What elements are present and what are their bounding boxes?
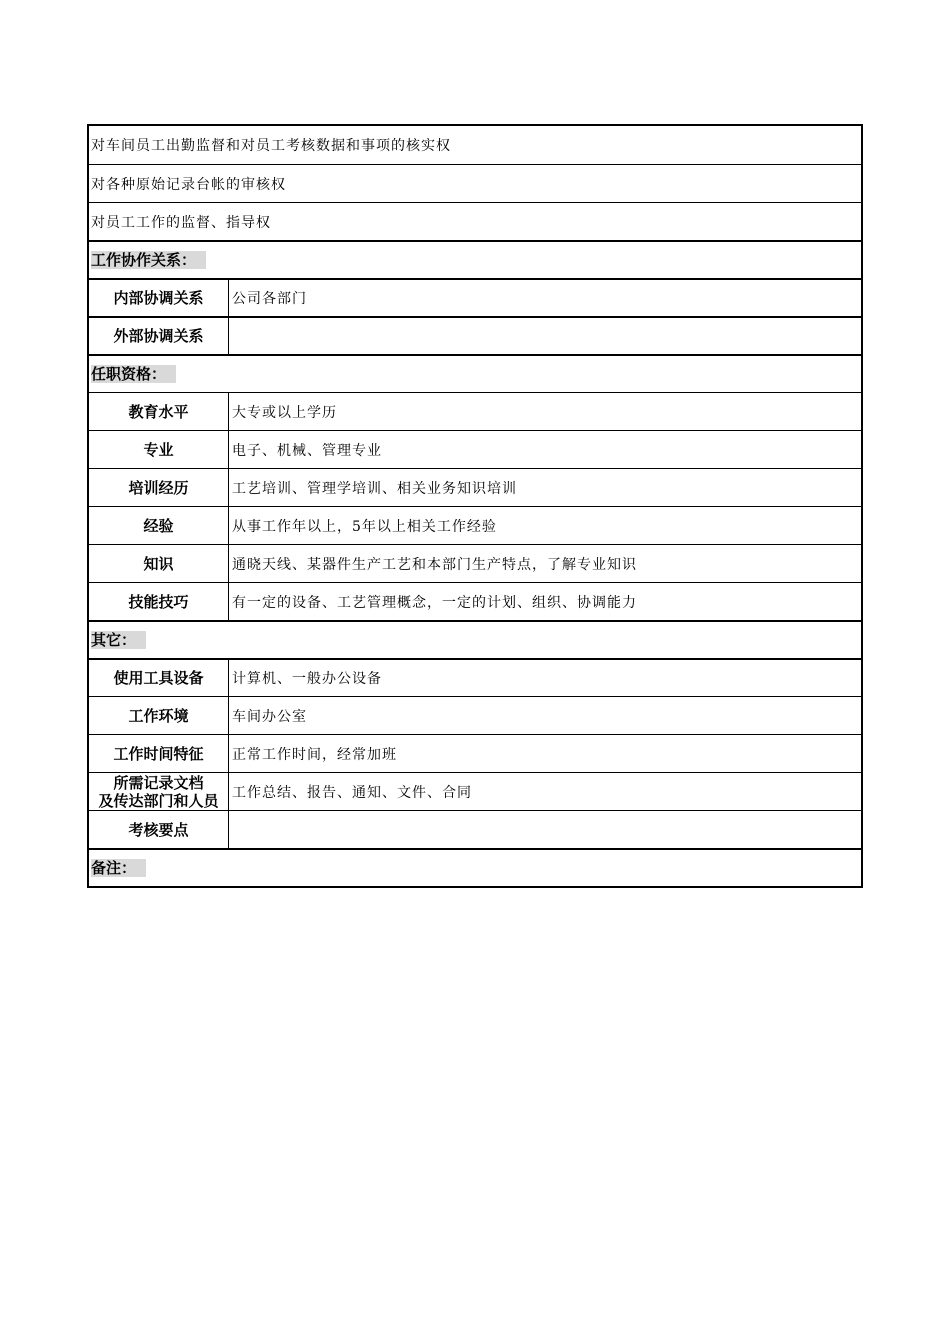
qualifications-section-header: [89, 354, 861, 392]
job-description-table: [87, 124, 863, 888]
field-value: 工艺培训、管理学培训、相关业务知识培训: [232, 480, 517, 497]
field-label: 技能技巧: [89, 583, 229, 620]
field-label: 外部协调关系: [89, 318, 229, 354]
table-row: [89, 658, 861, 696]
table-row: [89, 316, 861, 354]
field-label: 使用工具设备: [89, 660, 229, 696]
field-label: 知识: [89, 545, 229, 582]
field-label: 专业: [89, 431, 229, 468]
table-row: [89, 506, 861, 544]
field-value: 通晓天线、某器件生产工艺和本部门生产特点，了解专业知识: [232, 556, 637, 573]
table-row: [89, 734, 861, 772]
field-value: [229, 811, 861, 848]
table-row: [89, 696, 861, 734]
field-value: [229, 318, 861, 354]
table-row: [89, 430, 861, 468]
field-value: 电子、机械、管理专业: [232, 442, 382, 459]
field-value: 公司各部门: [232, 291, 307, 307]
field-label: 所需记录文档 及传达部门和人员: [89, 773, 229, 810]
authority-row: [89, 126, 861, 164]
field-label: 培训经历: [89, 469, 229, 506]
table-row: [89, 544, 861, 582]
field-value: 大专或以上学历: [232, 404, 337, 421]
authority-text: 对各种原始记录台帐的审核权: [91, 176, 286, 193]
section-title: 任职资格：: [91, 365, 176, 383]
field-label: 内部协调关系: [89, 280, 229, 316]
field-label: 教育水平: [89, 393, 229, 430]
section-title: 备注：: [91, 859, 146, 877]
authority-row: [89, 164, 861, 202]
collaboration-section-header: [89, 240, 861, 278]
authority-row: [89, 202, 861, 240]
table-row: [89, 582, 861, 620]
table-row: [89, 392, 861, 430]
table-row: [89, 810, 861, 848]
other-section-header: [89, 620, 861, 658]
field-value: 工作总结、报告、通知、文件、合同: [232, 784, 472, 801]
authority-text: 对车间员工出勤监督和对员工考核数据和事项的核实权: [91, 138, 451, 154]
field-label: 工作时间特征: [89, 735, 229, 772]
field-value: 从事工作年以上，5年以上相关工作经验: [232, 518, 497, 535]
remarks-section-header: [89, 848, 861, 886]
section-title: 其它：: [91, 631, 146, 649]
field-value: 车间办公室: [232, 708, 307, 725]
section-title: 工作协作关系：: [91, 251, 206, 269]
table-row: [89, 468, 861, 506]
authority-text: 对员工工作的监督、指导权: [91, 214, 271, 231]
field-value: 计算机、一般办公设备: [232, 671, 382, 687]
field-value: 正常工作时间，经常加班: [232, 746, 397, 763]
field-label: 经验: [89, 507, 229, 544]
table-row: [89, 278, 861, 316]
field-label: 考核要点: [89, 811, 229, 848]
field-label: 工作环境: [89, 697, 229, 734]
field-value: 有一定的设备、工艺管理概念，一定的计划、组织、协调能力: [232, 594, 637, 611]
table-row: [89, 772, 861, 810]
